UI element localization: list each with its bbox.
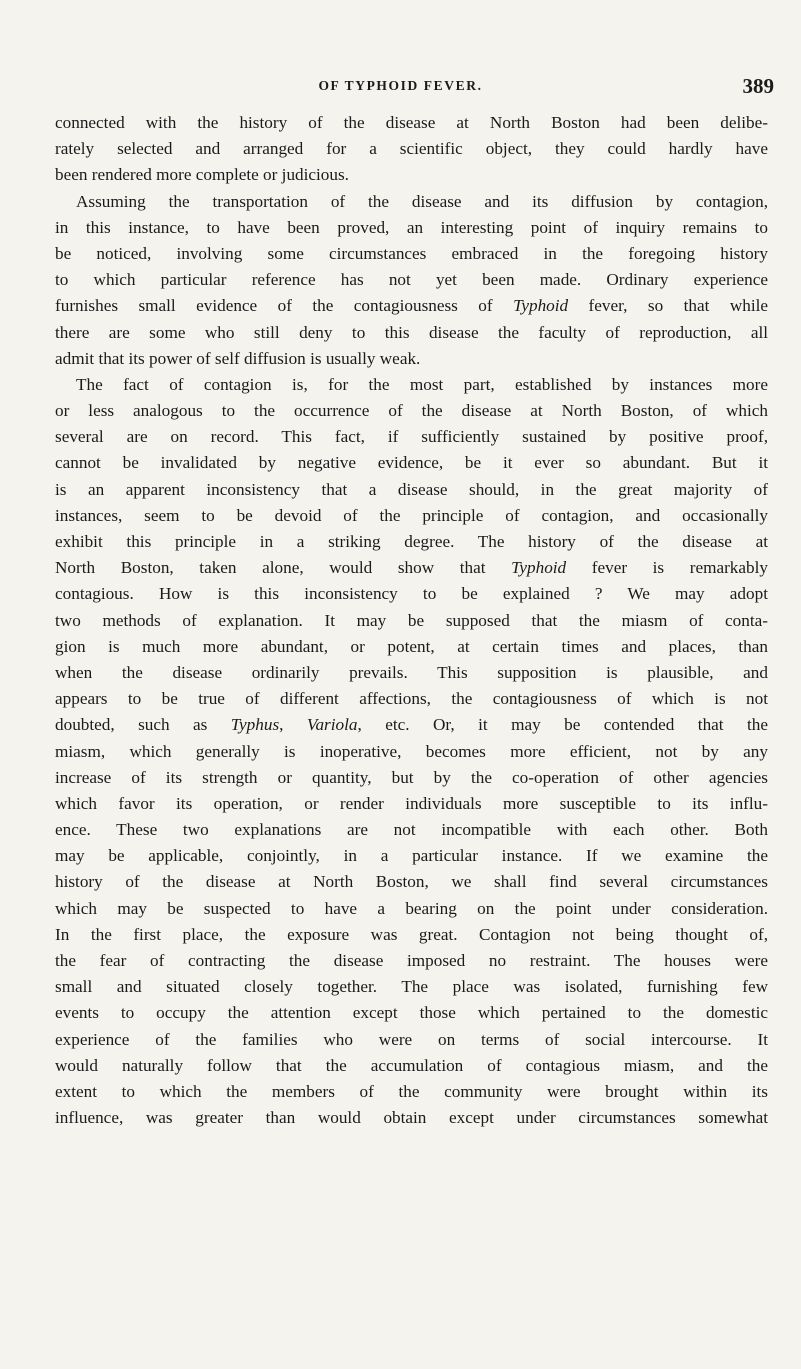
text-line: instances, seem to be devoid of the principle of contagion, and occasionally — [55, 505, 768, 525]
running-title: OF TYPHOID FEVER. — [318, 78, 483, 93]
body-text — [55, 110, 768, 1131]
text-line: rately selected and arranged for a scientific object, they could hardly have — [55, 139, 768, 159]
text-line: In the first place, the exposure was great. Contagion not being thought of, — [55, 924, 768, 944]
italic-term: Typhoid — [513, 296, 569, 316]
text-line: or less analogous to the occurrence of the disease at North Boston, of which — [55, 401, 768, 421]
text-line: connected with the history of the disease at North Boston had been delibe- — [55, 113, 768, 132]
text-line: two methods of explanation. It may be supposed that the miasm of conta- — [55, 610, 768, 630]
text-line: ence. These two explanations are not incompatible with each other. Both — [55, 820, 768, 840]
text-line: may be applicable, conjointly, in a particular instance. If we examine the — [55, 846, 768, 866]
text-line: gion is much more abundant, or potent, at certain times and places, than — [55, 636, 768, 656]
text-line: doubted, such as Typhus, Variola, etc. Or, it may be contended that the — [55, 715, 768, 735]
page-number: 389 — [742, 74, 774, 98]
text-line: experience of the families who were on terms of social intercourse. It — [55, 1029, 768, 1049]
text-line: contagious. How is this inconsistency to be explained ? We may adopt — [55, 584, 768, 604]
running-head — [0, 74, 801, 98]
text-line: miasm, which generally is inoperative, becomes more efficient, not by any — [55, 741, 768, 761]
text-line: increase of its strength or quantity, but by the co-operation of other agencies — [55, 767, 768, 787]
text-line: when the disease ordinarily prevails. This supposition is plausible, and — [55, 662, 768, 682]
text-line: influence, was greater than would obtain except under circumstances somewhat — [55, 1108, 768, 1128]
text-line: be noticed, involving some circumstances embraced in the foregoing history — [55, 243, 768, 263]
text-line: history of the disease at North Boston, we shall find several circumstances — [55, 872, 768, 892]
text-line: small and situated closely together. The place was isolated, furnishing few — [55, 977, 768, 997]
text-line: which favor its operation, or render individuals more susceptible to its influ- — [55, 793, 768, 813]
text-line: been rendered more complete or judicious. — [55, 165, 349, 185]
text-line: is an apparent inconsistency that a disease should, in the great majority of — [55, 479, 768, 499]
text-line: the fear of contracting the disease imposed no restraint. The houses were — [55, 951, 768, 970]
italic-term: Typhoid — [511, 558, 567, 578]
italic-term: Typhus — [230, 715, 280, 735]
text-line: events to occupy the attention except those which pertained to the domestic — [55, 1003, 768, 1023]
text-line: North Boston, taken alone, would show that Typhoid fever is remarkably — [55, 558, 768, 578]
text-line: furnishes small evidence of the contagiousness of Typhoid fever, so that while — [55, 296, 768, 316]
italic-term: Variola — [306, 715, 358, 735]
text-line: would naturally follow that the accumulation of contagious miasm, and the — [55, 1055, 768, 1075]
text-line: The fact of contagion is, for the most part, established by instances more — [76, 374, 768, 394]
text-line: exhibit this principle in a striking degree. The history of the disease at — [55, 532, 768, 551]
text-line: there are some who still deny to this disease the faculty of reproduction, all — [55, 322, 768, 342]
text-line: admit that its power of self diffusion is usually weak. — [55, 348, 421, 368]
text-line: cannot be invalidated by negative evidence, be it ever so abundant. But it — [55, 453, 768, 473]
text-line: several are on record. This fact, if sufficiently sustained by positive proof, — [55, 427, 768, 447]
text-line: extent to which the members of the community were brought within its — [55, 1081, 768, 1101]
text-line: which may be suspected to have a bearing on the point under consideration. — [55, 898, 768, 918]
text-line: in this instance, to have been proved, an interesting point of inquiry remains to — [55, 217, 768, 237]
text-line: Assuming the transportation of the disease and its diffusion by contagion, — [76, 191, 768, 211]
text-line: appears to be true of different affections, the contagiousness of which is not — [55, 689, 768, 709]
text-line: to which particular reference has not yet been made. Ordinary experience — [55, 270, 768, 290]
